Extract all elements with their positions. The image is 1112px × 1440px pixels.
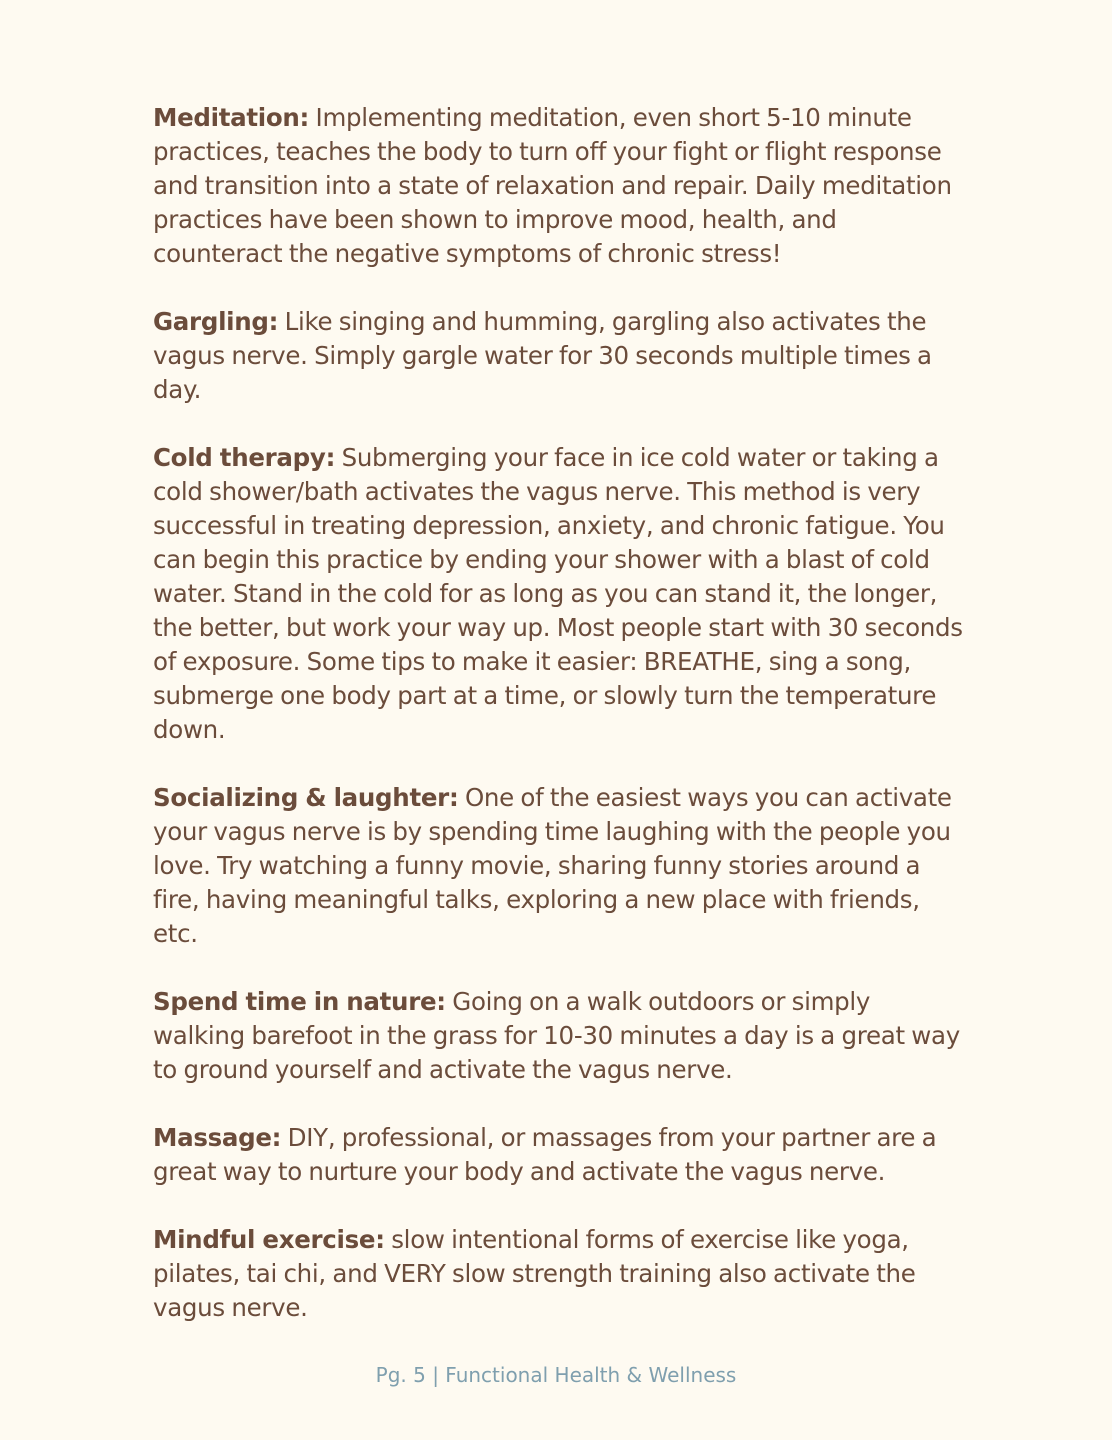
section-socializing (153, 781, 968, 951)
section-term: Socializing & laughter: (153, 783, 459, 812)
section-mindful-exercise (153, 1223, 968, 1325)
section-text: Like singing and humming, gargling also activates the vagus nerve. Simply gargle water for 30 seconds multiple times a day. (153, 307, 932, 404)
page-content (153, 101, 968, 1359)
section-text: One of the easiest ways you can activate your vagus nerve is by spending time laughing with the people you love. Try watching a funny movie, sharing funny stories around a fire, having meaningful talks, exploring a new place with friends, etc. (153, 783, 952, 948)
section-text: Submerging your face in ice cold water or taking a cold shower/bath activates the vagus nerve. This method is very successful in treating depression, anxiety, and chronic fatigue. You can begin this practice by ending your shower with a blast of cold water. Stand in the cold for as long as you can stand it, the longer, the better, but work your way up. Most people start with 30 seconds of exposure. Some tips to make it easier: BREATHE, sing a song, submerge one body part at a time, or slowly turn the temperature down. (153, 443, 963, 744)
section-text: Going on a walk outdoors or simply walking barefoot in the grass for 10-30 minutes a day is a great way to ground yourself and activate the vagus nerve. (153, 987, 960, 1084)
section-term: Spend time in nature: (153, 987, 446, 1016)
section-massage (153, 1121, 968, 1189)
section-term: Cold therapy: (153, 443, 336, 472)
section-text: slow intentional forms of exercise like yoga, pilates, tai chi, and VERY slow strength training also activate the vagus nerve. (153, 1225, 916, 1322)
section-term: Meditation: (153, 103, 310, 132)
section-text: Implementing meditation, even short 5-10 minute practices, teaches the body to turn off your fight or flight response and transition into a state of relaxation and repair. Daily meditation practices have been shown to improve mood, health, and counteract the negative symptoms of chronic stress! (153, 103, 952, 268)
section-text: DIY, professional, or massages from your partner are a great way to nurture your body and activate the vagus nerve. (153, 1123, 937, 1186)
section-nature (153, 985, 968, 1087)
section-term: Massage: (153, 1123, 282, 1152)
section-meditation (153, 101, 968, 271)
section-term: Mindful exercise: (153, 1225, 385, 1254)
section-term: Gargling: (153, 307, 279, 336)
section-cold-therapy (153, 441, 968, 747)
page-footer: Pg. 5 | Functional Health & Wellness (375, 1363, 737, 1387)
section-gargling (153, 305, 968, 407)
